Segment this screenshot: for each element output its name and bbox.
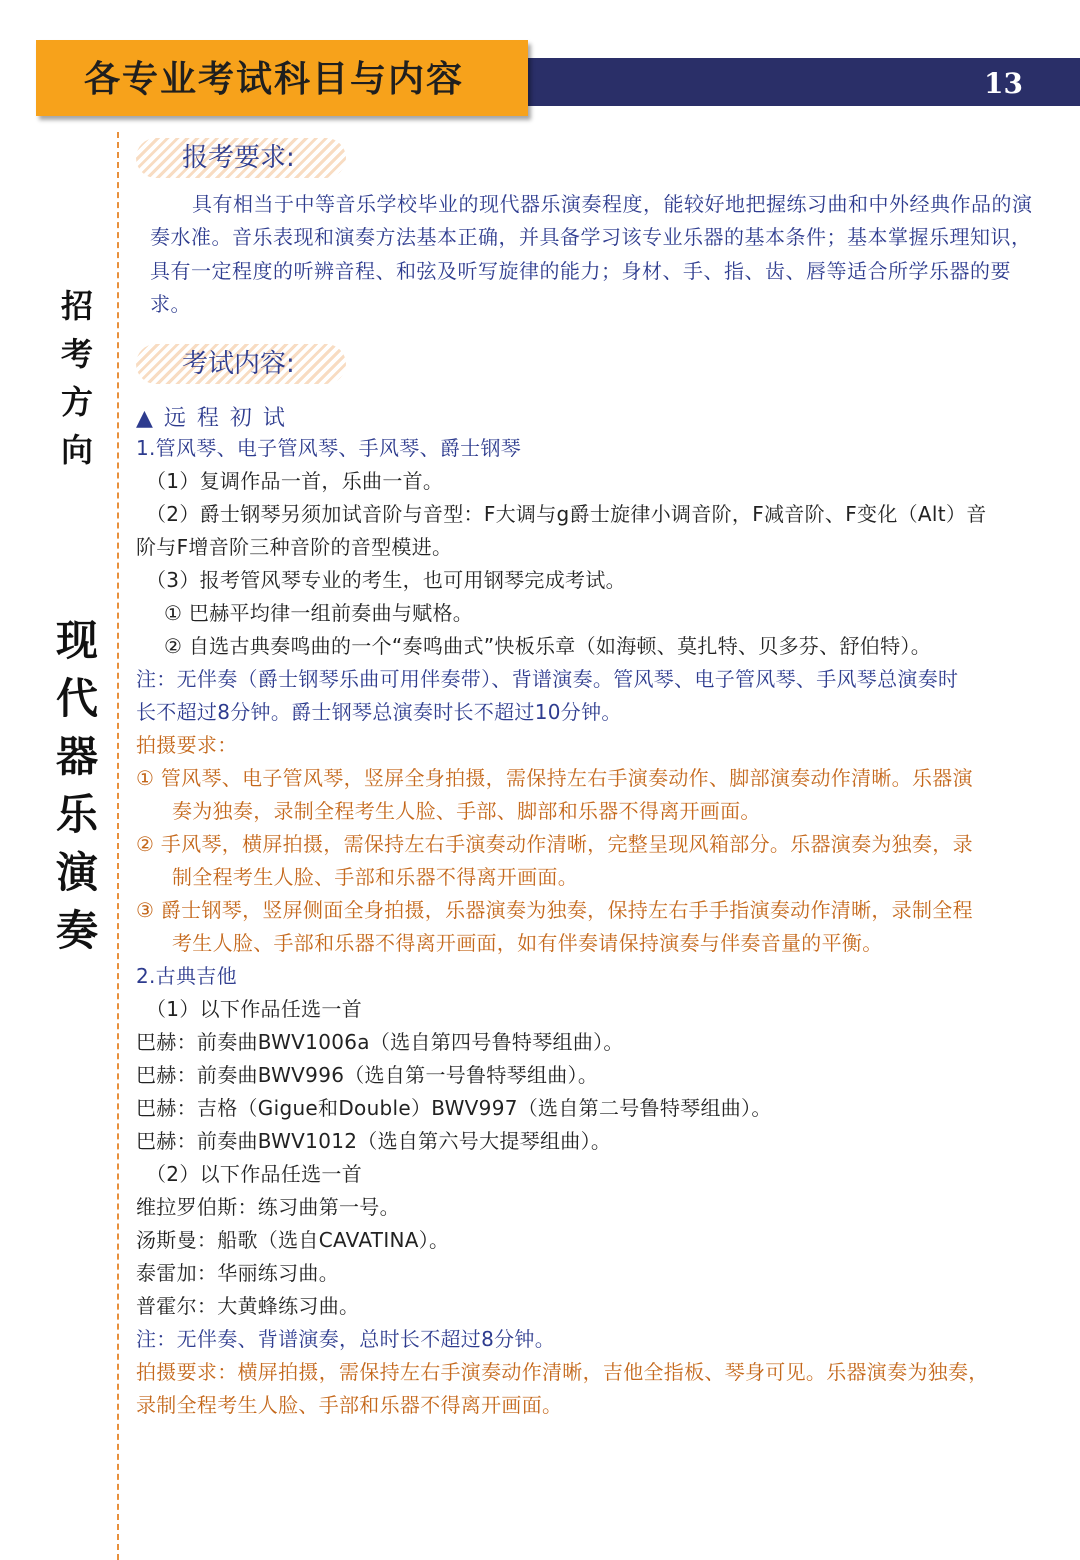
requirements-heading: 报考要求:	[136, 138, 346, 178]
repertoire-item: 泰雷加：华丽练习曲。	[136, 1261, 339, 1285]
filming-requirements-continuation: 录制全程考生人脸、手部和乐器不得离开画面。	[136, 1393, 563, 1417]
filming-item: ② 手风琴，横屏拍摄，需保持左右手演奏动作清晰，完整呈现风箱部分。乐器演奏为独奏，录	[136, 832, 973, 856]
side-category	[50, 282, 104, 474]
list-item: （1）以下作品任选一首	[146, 997, 363, 1021]
note-continuation: 长不超过8分钟。爵士钢琴总演奏时长不超过10分钟。	[136, 700, 622, 724]
sub-item: ② 自选古典奏鸣曲的一个“奏鸣曲式”快板乐章（如海顿、莫扎特、贝多芬、舒伯特）。	[164, 634, 932, 658]
filming-item-continuation: 考生人脸、手部和乐器不得离开画面，如有伴奏请保持演奏与伴奏音量的平衡。	[172, 931, 883, 955]
side-category-char: 招	[60, 287, 93, 325]
list-item: （1）复调作品一首，乐曲一首。	[146, 469, 444, 493]
repertoire-item: 巴赫：前奏曲BWV1006a（选自第四号鲁特琴组曲）。	[136, 1030, 624, 1054]
side-major-char: 器	[55, 732, 98, 781]
filming-requirements-heading: 拍摄要求：	[136, 733, 238, 757]
filming-item: ① 管风琴、电子管风琴，竖屏全身拍摄，需保持左右手演奏动作、脚部演奏动作清晰。乐器演	[136, 766, 973, 790]
side-major-char: 乐	[55, 790, 98, 839]
section-1-title: 1.管风琴、电子管风琴、手风琴、爵士钢琴	[136, 436, 522, 460]
page-title: 各专业考试科目与内容	[84, 59, 465, 100]
side-major-char: 代	[55, 674, 98, 723]
list-item-continuation: 阶与F增音阶三种音阶的音型模进。	[136, 535, 453, 559]
content-heading: 考试内容:	[136, 344, 346, 384]
side-major	[50, 612, 104, 960]
side-category-char: 向	[60, 431, 93, 469]
repertoire-item: 巴赫：前奏曲BWV996（选自第一号鲁特琴组曲）。	[136, 1063, 599, 1087]
note: 注：无伴奏（爵士钢琴乐曲可用伴奏带）、背谱演奏。管风琴、电子管风琴、手风琴总演奏时	[136, 667, 959, 691]
list-item: （2）以下作品任选一首	[146, 1162, 363, 1186]
repertoire-item: 普霍尔：大黄蜂练习曲。	[136, 1294, 360, 1318]
side-category-char: 考	[60, 335, 93, 373]
sub-item: ① 巴赫平均律一组前奏曲与赋格。	[164, 601, 474, 625]
dashed-divider	[117, 132, 119, 1560]
repertoire-item: 巴赫：吉格（Gigue和Double）BWV997（选自第二号鲁特琴组曲）。	[136, 1096, 772, 1120]
repertoire-item: 汤斯曼：船歌（选自CAVATINA）。	[136, 1228, 450, 1252]
requirements-text: 具有相当于中等音乐学校毕业的现代器乐演奏程度，能较好地把握练习曲和中外经典作品的演奏水准。音乐表现和演奏方法基本正确，并具备学习该专业乐器的基本条件；基本掌握乐理知识，具有一定程度的听辨音程、和弦及听写旋律的能力；身材、手、指、齿、唇等适合所学乐器的要求。	[150, 192, 1033, 316]
page-number: 13	[984, 67, 1023, 100]
section-2-title: 2.古典吉他	[136, 964, 237, 988]
side-major-char: 演	[55, 848, 98, 897]
note: 注：无伴奏、背谱演奏，总时长不超过8分钟。	[136, 1327, 556, 1351]
filming-item-continuation: 制全程考生人脸、手部和乐器不得离开画面。	[172, 865, 578, 889]
repertoire-item: 维拉罗伯斯：练习曲第一号。	[136, 1195, 400, 1219]
side-category-char: 方	[60, 383, 93, 421]
list-item: （3）报考管风琴专业的考生，也可用钢琴完成考试。	[146, 568, 626, 592]
list-item: （2）爵士钢琴另须加试音阶与音型：F大调与g爵士旋律小调音阶，F减音阶、F变化（Alt）音	[146, 502, 987, 526]
remote-preliminary-heading: ▲ 远 程 初 试	[136, 406, 287, 431]
filming-requirements: 拍摄要求：横屏拍摄，需保持左右手演奏动作清晰，吉他全指板、琴身可见。乐器演奏为独奏，	[136, 1360, 989, 1384]
filming-item: ③ 爵士钢琴，竖屏侧面全身拍摄，乐器演奏为独奏，保持左右手手指演奏动作清晰，录制全程	[136, 898, 973, 922]
side-major-char: 奏	[55, 906, 98, 955]
repertoire-item: 巴赫：前奏曲BWV1012（选自第六号大提琴组曲）。	[136, 1129, 612, 1153]
side-major-char: 现	[55, 616, 98, 665]
filming-item-continuation: 奏为独奏，录制全程考生人脸、手部、脚部和乐器不得离开画面。	[172, 799, 761, 823]
